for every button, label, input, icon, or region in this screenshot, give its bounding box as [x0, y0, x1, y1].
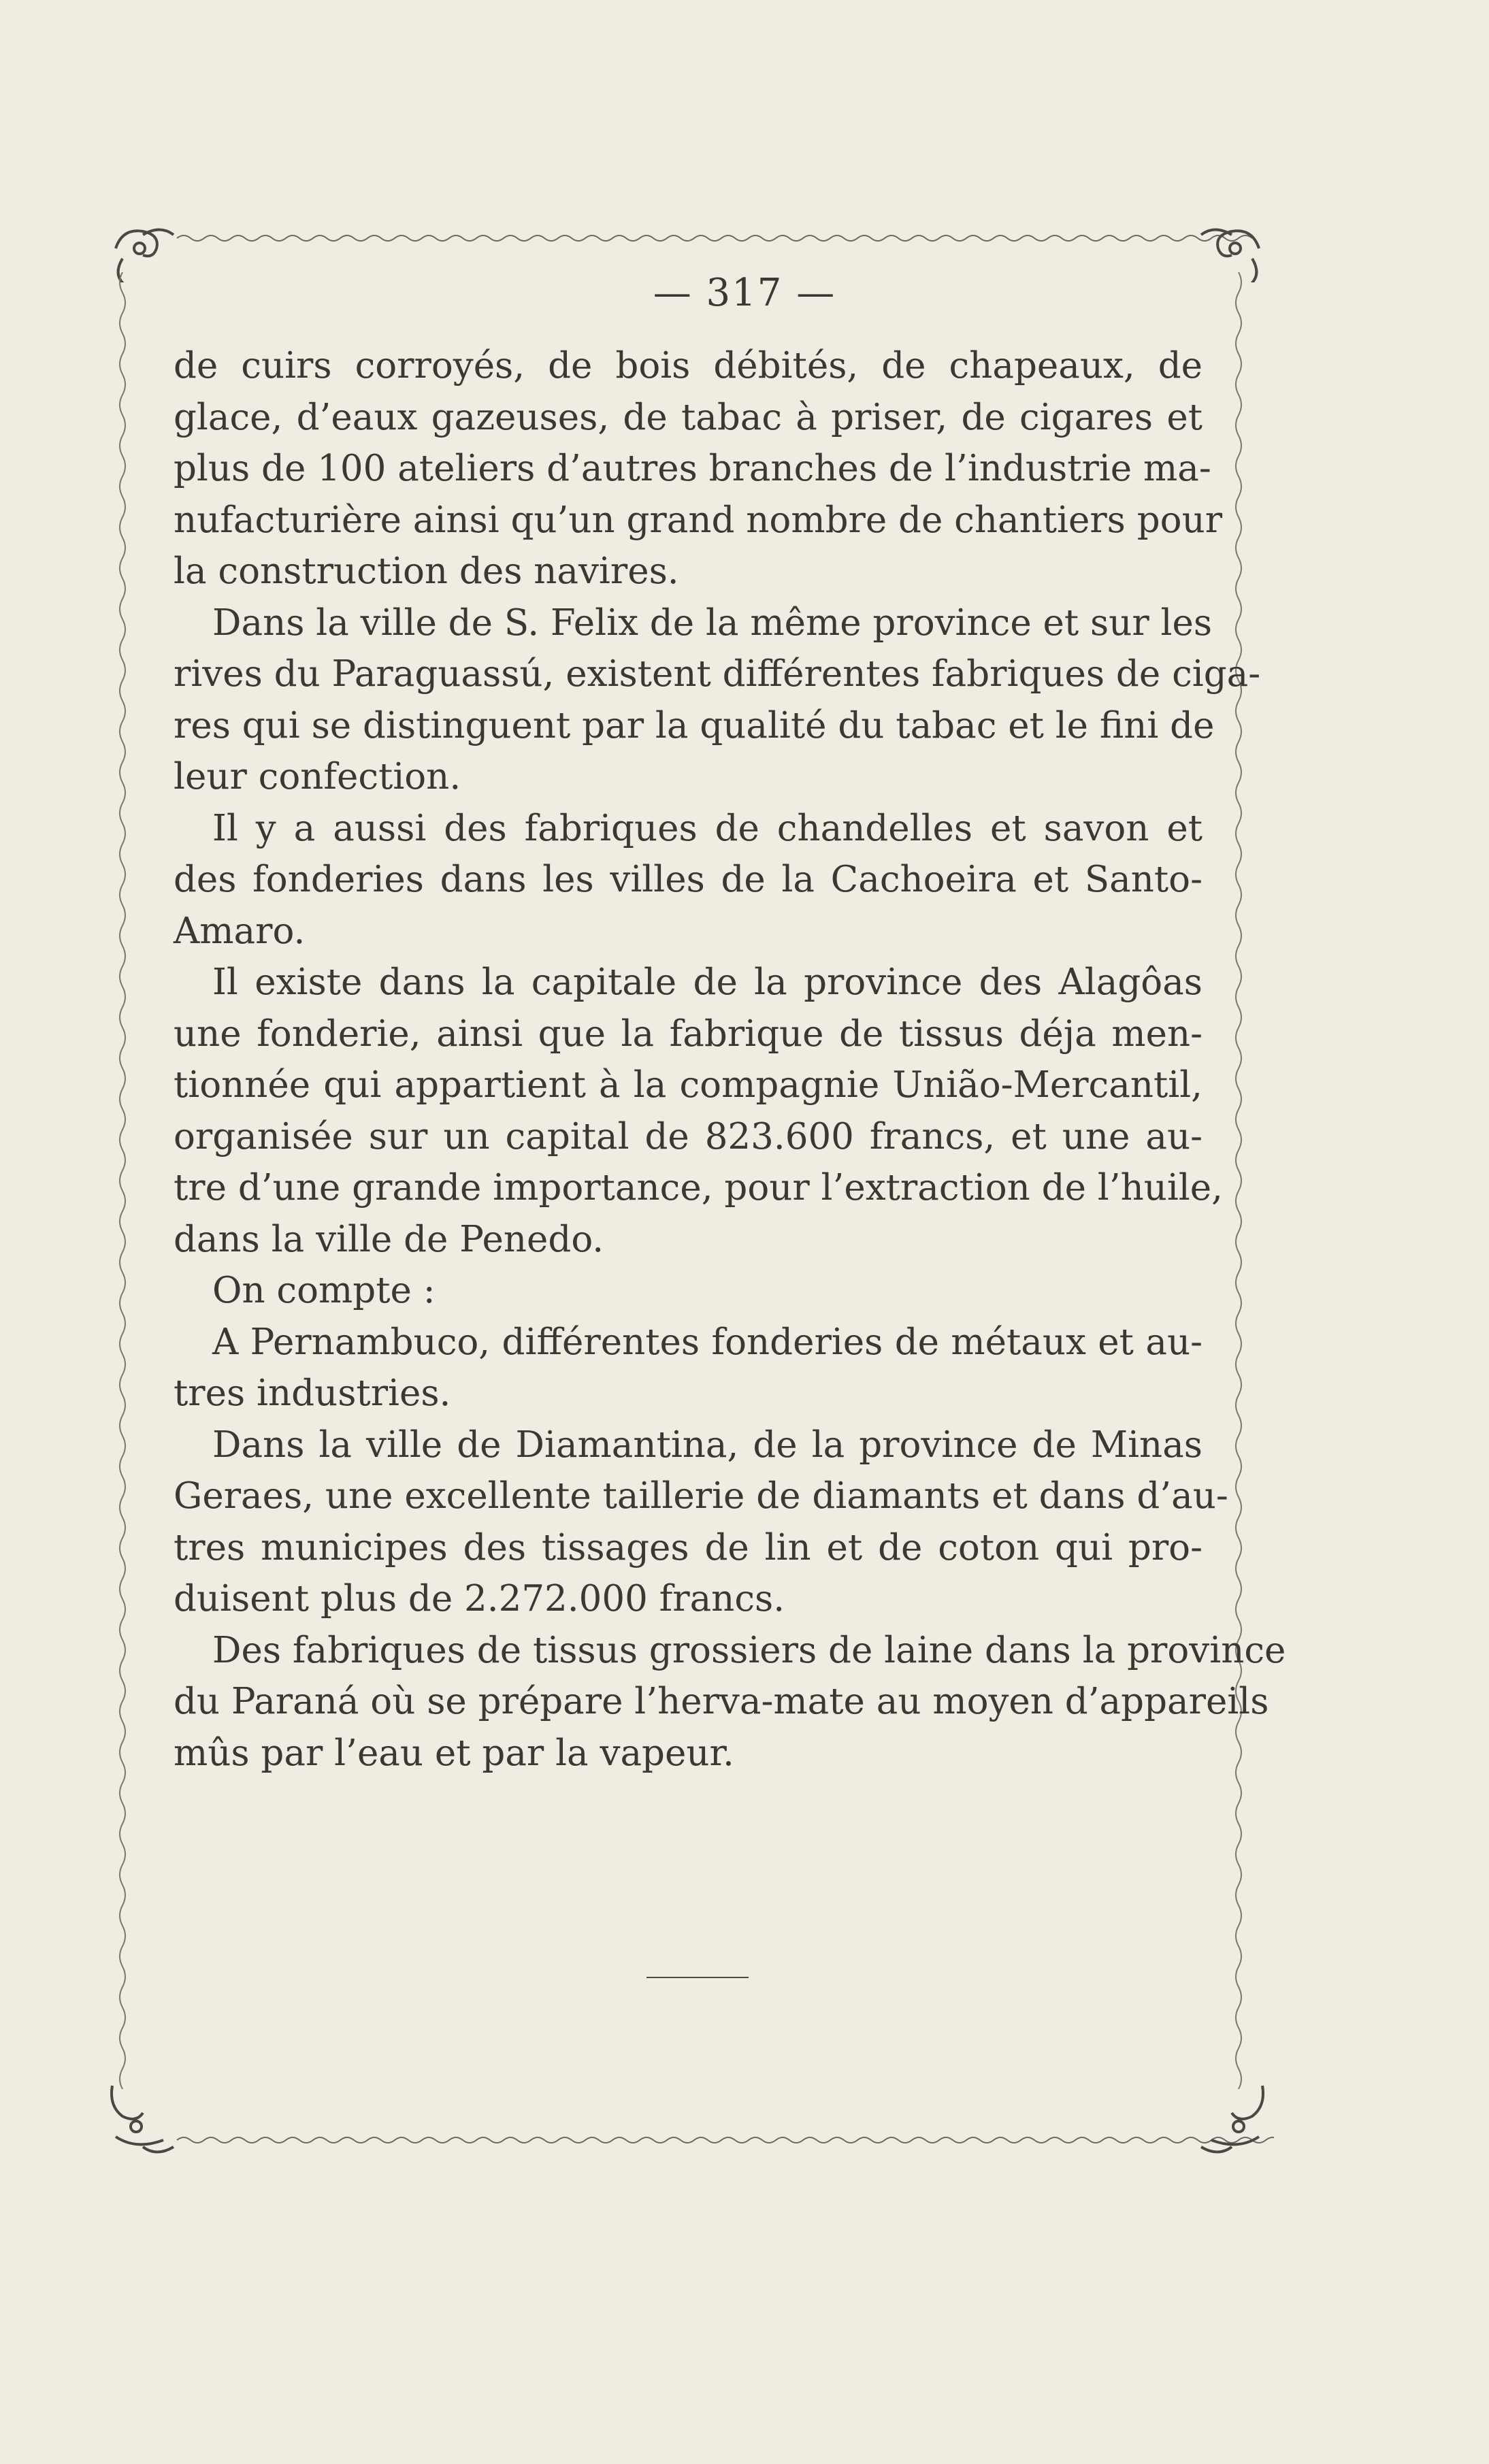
text-line: du Paraná où se prépare l’herva-mate au moyen d’appareils [174, 1681, 1269, 1722]
text-line: Des fabriques de tissus grossiers de laine dans la province [212, 1629, 1286, 1671]
text-line: tres municipes des tissages de lin et de coton qui pro- [174, 1526, 1202, 1568]
corner-ornament-bottom-left-icon [112, 2086, 174, 2152]
text-line: tres industries. [174, 1373, 451, 1414]
text-line: de cuirs corroyés, de bois débités, de chapeaux, de [174, 345, 1202, 387]
section-end-rule [647, 1977, 749, 1978]
paragraph [174, 1419, 1228, 1625]
text-line: duisent plus de 2.272.000 francs. [174, 1578, 785, 1620]
wavy-rule-top [177, 235, 1252, 241]
text-line: mûs par l’eau et par la vapeur. [174, 1732, 734, 1774]
text-line: glace, d’eaux gazeuses, de tabac à priser, de cigares et [174, 396, 1202, 438]
paragraph [174, 1625, 1286, 1779]
paragraph [174, 957, 1223, 1265]
corner-ornament-bottom-right-icon [1201, 2086, 1263, 2152]
paragraph [174, 1317, 1202, 1419]
paragraph [174, 340, 1223, 597]
text-body [174, 340, 1286, 1779]
text-line: Geraes, une excellente taillerie de diamants et dans d’au- [174, 1475, 1228, 1517]
paragraph [174, 1265, 1202, 1317]
text-line: Amaro. [174, 910, 306, 952]
text-line: des fonderies dans les villes de la Cachoeira et Santo- [174, 859, 1202, 900]
text-line: Dans la ville de Diamantina, de la province de Minas [212, 1424, 1202, 1466]
text-line: res qui se distinguent par la qualité du tabac et le fini de [174, 704, 1215, 746]
text-line: tre d’une grande importance, pour l’extraction de l’huile, [174, 1167, 1223, 1209]
page-number: — 317 — [653, 271, 836, 315]
ornamental-border-left [109, 272, 136, 2089]
text-line: Dans la ville de S. Felix de la même province et sur les [212, 602, 1213, 644]
text-line: la construction des navires. [174, 551, 679, 592]
text-line: dans la ville de Penedo. [174, 1218, 604, 1260]
text-line: nufacturière ainsi qu’un grand nombre de chantiers pour [174, 499, 1223, 541]
paragraph [174, 803, 1202, 957]
text-line: plus de 100 ateliers d’autres branches de l’industrie ma- [174, 448, 1211, 489]
text-line: A Pernambuco, différentes fonderies de métaux et au- [212, 1321, 1202, 1363]
paragraph [174, 597, 1261, 803]
text-line: tionnée qui appartient à la compagnie União-Mercantil, [174, 1064, 1202, 1106]
text-line: Il y a aussi des fabriques de chandelles et savon et [212, 807, 1202, 849]
text-line: organisée sur un capital de 823.600 francs, et une au- [174, 1115, 1202, 1157]
text-line: leur confection. [174, 756, 461, 798]
text-line: rives du Paraguassú, existent différentes fabriques de ciga- [174, 653, 1261, 695]
text-line: On compte : [212, 1270, 436, 1311]
text-line: Il existe dans la capitale de la province des Alagôas [212, 962, 1202, 1003]
text-line: une fonderie, ainsi que la fabrique de tissus déja men- [174, 1013, 1202, 1055]
ornamental-border-bottom [102, 2072, 1274, 2181]
ornamental-border-right [1225, 272, 1252, 2089]
wavy-rule-bottom [177, 2137, 1274, 2143]
